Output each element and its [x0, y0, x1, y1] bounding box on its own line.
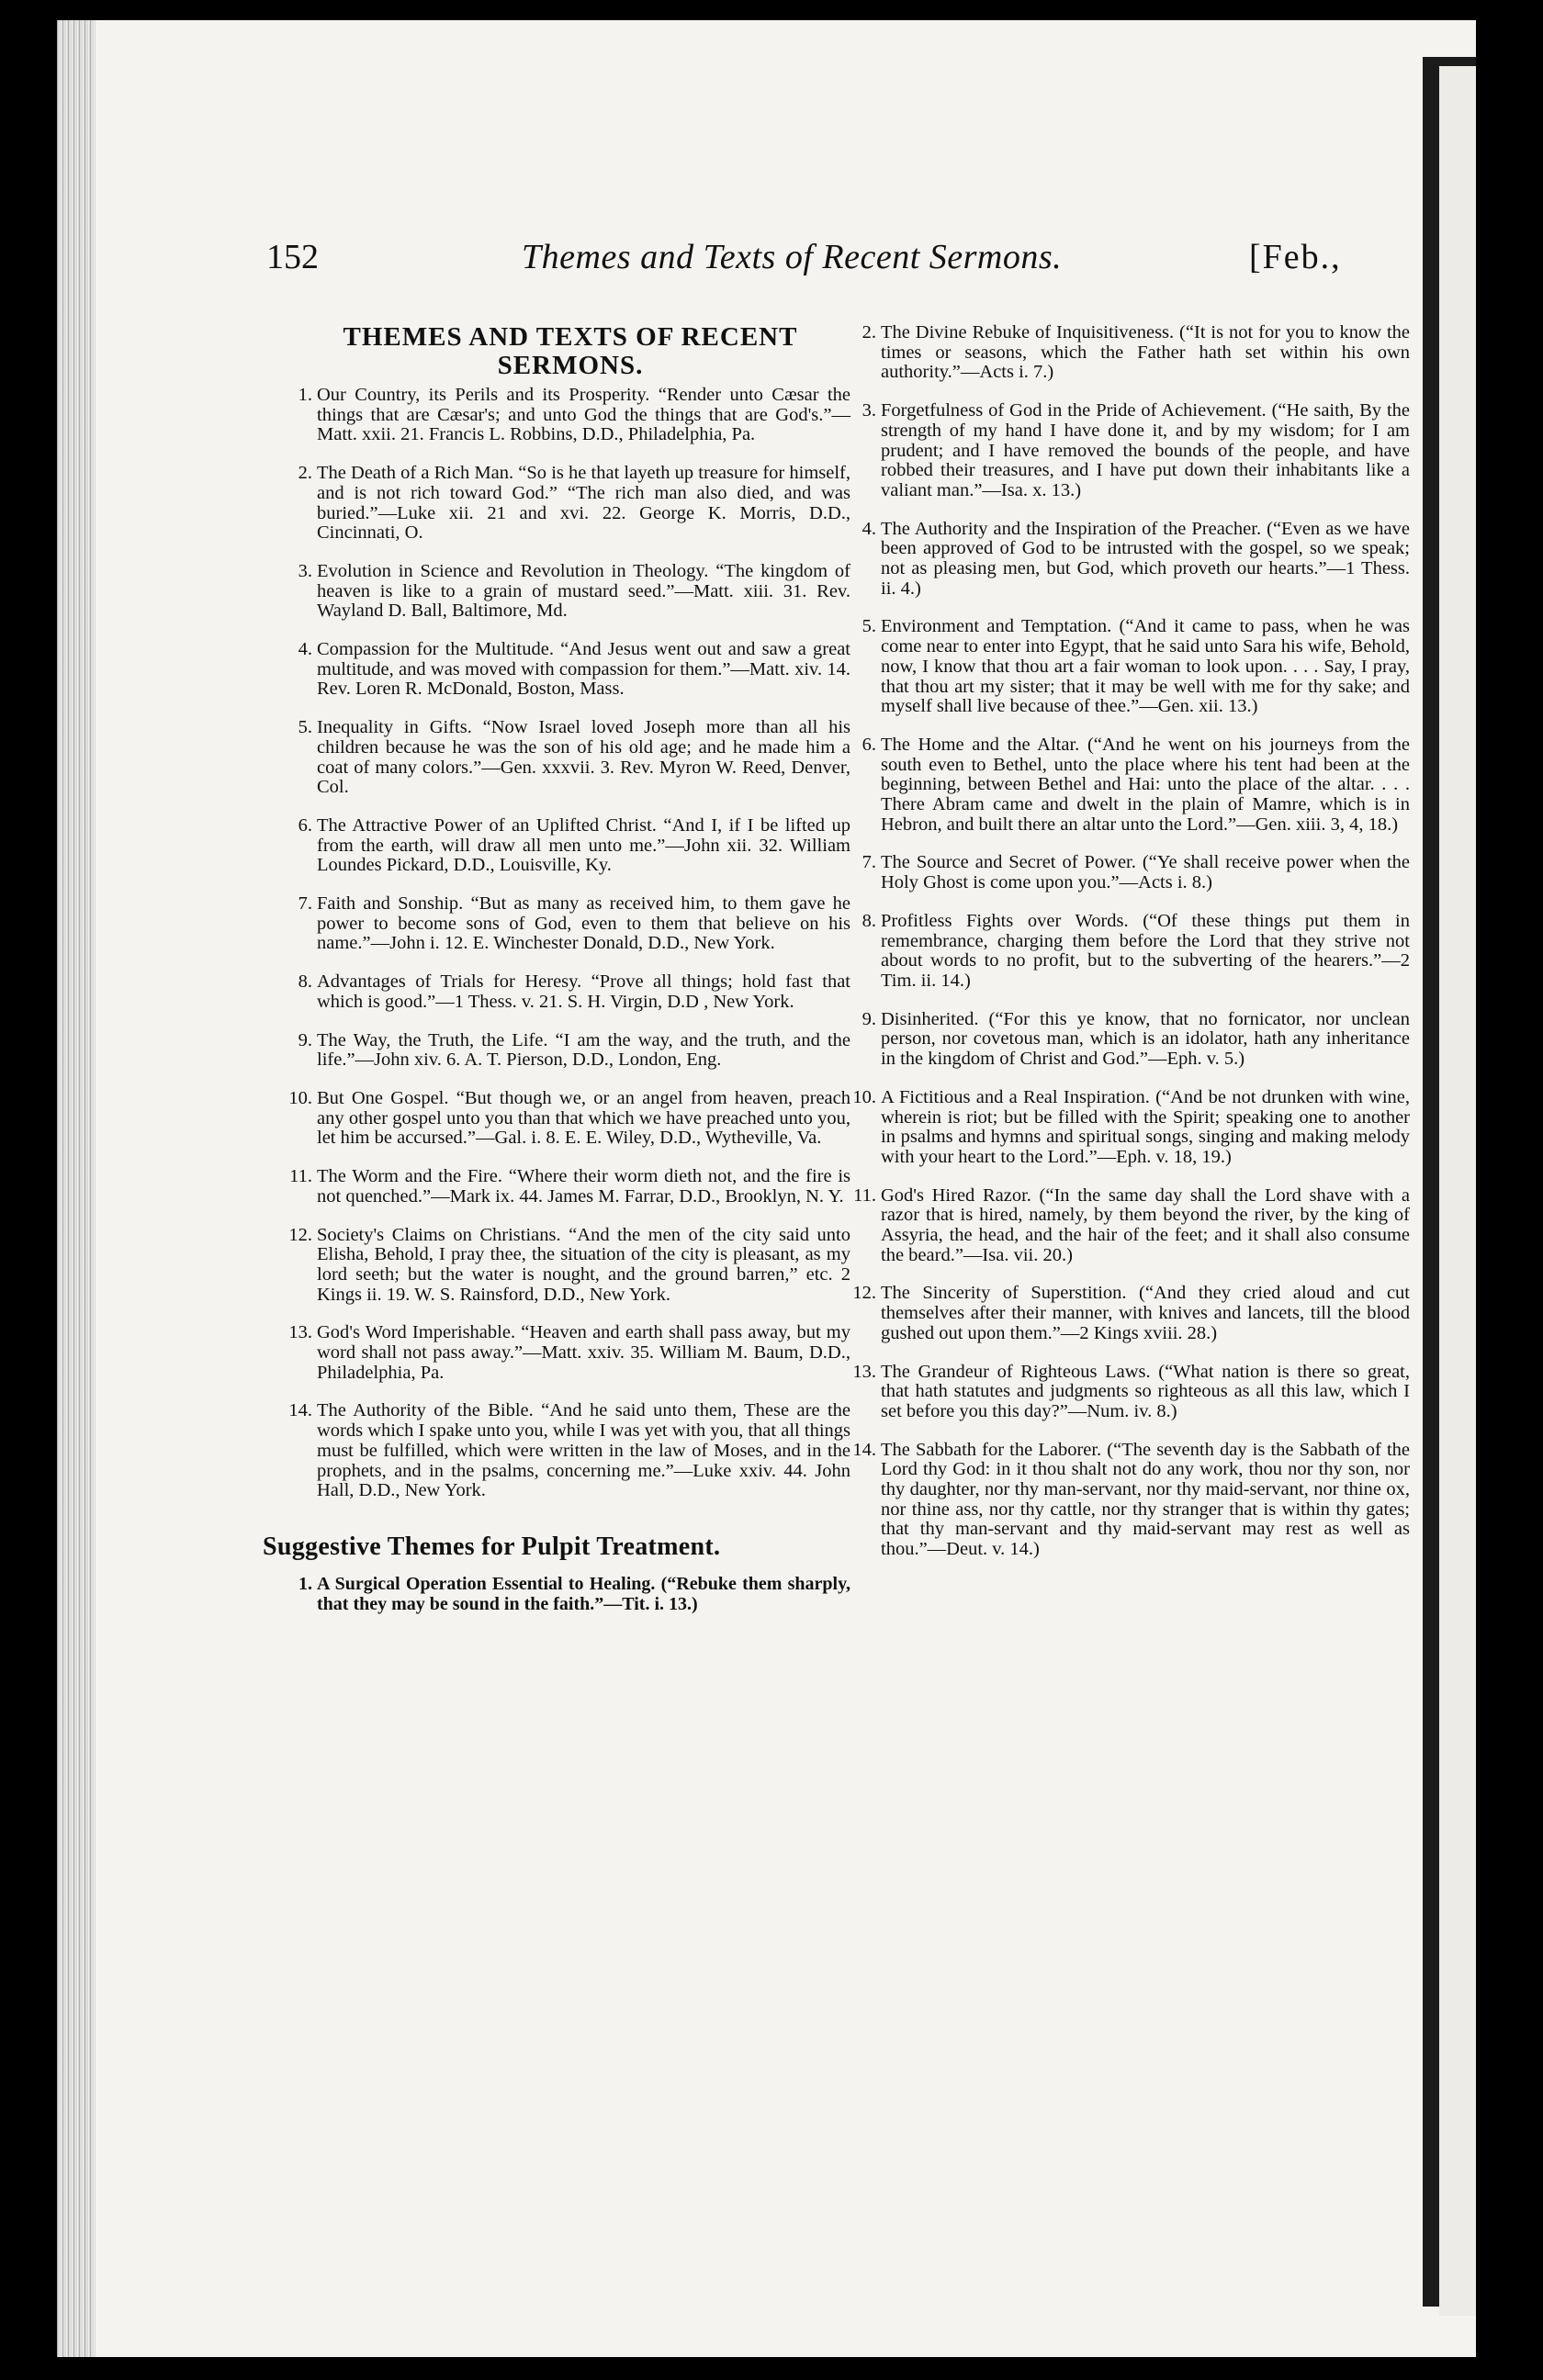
item-text: God's Word Imperishable. “Heaven and earth shall pass away, but my word shall not pass away.”—Matt. xxiv. 35. William M. Baum, D.D., Philadelphia, Pa.: [317, 1322, 850, 1383]
page-edges: [57, 20, 96, 2357]
item-text: Faith and Sonship. “But as many as received him, to them gave he power to become sons of God, even to them that believe on his name.”—John i. 12. E. Winchester Donald, D.D., New York.: [317, 893, 850, 954]
running-title: Themes and Texts of Recent Sermons.: [522, 238, 1063, 276]
item-text: The Home and the Altar. (“And he went on his journeys from the south even to Bethel, unto the place where his tent had been at the beginning, between Bethel and Hai: unto the place of the altar. . . . There Abram came and dwelt in the plain of Mamre, which is in Hebron, and built there an altar unto the Lord.”—Gen. xiii. 3, 4, 18.): [881, 734, 1410, 835]
item-number: 14.: [852, 1439, 876, 1460]
left-sermon-list: [263, 386, 850, 1501]
sermon-entry: [263, 972, 850, 1012]
suggestive-entry: [827, 1186, 1410, 1266]
item-number: 13.: [852, 1361, 876, 1382]
item-text: The Death of a Rich Man. “So is he that layeth up treasure for himself, and is not rich toward God.” “The rich man also died, and was buried.”—Luke xii. 21 and xvi. 22. George K. Morris, D.D., Cincinnati, O.: [317, 463, 850, 544]
suggestive-entry: [827, 1088, 1410, 1168]
running-header: [266, 237, 1451, 292]
item-text: Forgetfulness of God in the Pride of Achievement. (“He saith, By the strength of my hand I have done it, and by my wisdom; for I am prudent; and I have removed the bounds of the people, and have robbed their treasures, and I have put down their inhabitants like a valiant man.”—Isa. x. 13.): [881, 400, 1410, 500]
item-number: 3.: [862, 400, 876, 421]
item-text: The Authority of the Bible. “And he said unto them, These are the words which I spake unto you, while I was yet with you, that all things must be fulfilled, which were written in the law of Moses, and in the prophets, and in the psalms, concerning me.”—Luke xxiv. 44. John Hall, D.D., New York.: [317, 1400, 850, 1501]
item-number: 9.: [298, 1029, 312, 1050]
item-number: 5.: [298, 717, 312, 738]
sermon-entry: [263, 718, 850, 798]
item-number: 12.: [288, 1224, 312, 1245]
item-text: Evolution in Science and Revolution in Theology. “The kingdom of heaven is like to a grain of mustard seed.”—Matt. xiii. 31. Rev. Wayland D. Ball, Baltimore, Md.: [317, 560, 850, 622]
item-text: The Way, the Truth, the Life. “I am the way, and the truth, and the life.”—John xiv. 6. A. T. Pierson, D.D., London, Eng.: [317, 1029, 850, 1071]
page-number: 152: [266, 238, 319, 276]
item-number: 13.: [288, 1322, 312, 1343]
item-text: The Divine Rebuke of Inquisitiveness. (“It is not for you to know the times or seasons, which the Father hath set within his own authority.”—Acts i. 7.): [881, 322, 1410, 383]
item-number: 7.: [862, 852, 876, 873]
item-number: 9.: [862, 1008, 876, 1029]
item-text: Society's Claims on Christians. “And the men of the city said unto Elisha, Behold, I pray thee, the situation of the city is pleasant, as my lord seeth; but the water is nought, and the ground barren,” etc. 2 Kings ii. 19. W. S. Rainsford, D.D., New York.: [317, 1224, 850, 1305]
sermon-entry: [263, 640, 850, 700]
suggestive-theme-list: [263, 1575, 850, 1614]
item-text: The Authority and the Inspiration of the Preacher. (“Even as we have been approved of God to be intrusted with the gospel, so we speak; not as pleasing men, but God, which proveth our hearts.”—1 Thess. ii. 4.): [881, 518, 1410, 599]
item-text: The Source and Secret of Power. (“Ye shall receive power when the Holy Ghost is come upon you.”—Acts i. 8.): [881, 852, 1410, 893]
sermon-entry: [263, 1031, 850, 1071]
section-title: THEMES AND TEXTS OF RECENT SERMONS.: [343, 322, 798, 380]
suggestive-entry: [827, 1363, 1410, 1422]
sermon-entry: [263, 1226, 850, 1306]
item-number: 12.: [852, 1283, 876, 1304]
item-number: 8.: [298, 971, 312, 993]
item-text: The Grandeur of Righteous Laws. (“What nation is there so great, that hath statutes and judgments so righteous as all this law, which I set before you this day?”—Num. iv. 8.): [881, 1361, 1410, 1421]
sermon-entry: [263, 894, 850, 954]
item-text: A Surgical Operation Essential to Healing. (“Rebuke them sharply, that they may be sound in the faith.”—Tit. i. 13.): [317, 1573, 850, 1614]
left-column: [263, 323, 850, 1633]
item-text: Compassion for the Multitude. “And Jesus went out and saw a great multitude, and was moved with compassion for them.”—Matt. xiv. 14. Rev. Loren R. McDonald, Boston, Mass.: [317, 639, 850, 700]
suggestive-entry: [827, 1441, 1410, 1560]
item-number: 6.: [862, 734, 876, 755]
item-text: The Attractive Power of an Uplifted Christ. “And I, if I be lifted up from the earth, will draw all men unto me.”—John xii. 32. William Loundes Pickard, D.D., Louisville, Ky.: [317, 814, 850, 876]
item-number: 2.: [862, 322, 876, 342]
item-text: But One Gospel. “But though we, or an angel from heaven, preach any other gospel unto you than that which we have preached unto you, let him be accursed.”—Gal. i. 8. E. E. Wiley, D.D., Wytheville, Va.: [317, 1087, 850, 1149]
right-column: [827, 323, 1410, 1578]
item-number: 7.: [298, 893, 312, 915]
item-number: 5.: [862, 616, 876, 637]
suggestive-entry: [827, 401, 1410, 501]
suggestive-entry: [827, 1010, 1410, 1070]
suggestive-entry: [827, 1284, 1410, 1343]
sermon-entry: [263, 1089, 850, 1149]
suggestive-entry: [263, 1575, 850, 1614]
item-text: The Sabbath for the Laborer. (“The seventh day is the Sabbath of the Lord thy God: in it thou shalt not do any work, thou nor thy son, nor thy daughter, nor thy man-servant, nor thy maid-servant, nor thine ox, nor thine ass, nor thy cattle, nor thy stranger that is within thy gates; that thy man-servant and thy maid-servant may rest as well as thou.”—Deut. v. 14.): [881, 1439, 1410, 1560]
item-number: 1.: [298, 1573, 312, 1594]
suggestive-entry: [827, 853, 1410, 892]
sermon-entry: [263, 816, 850, 876]
suggestive-entry: [827, 912, 1410, 992]
suggestive-section-title: Suggestive Themes for Pulpit Treatment.: [263, 1532, 721, 1561]
header-month: [Feb.,: [1249, 238, 1342, 276]
item-number: 10.: [852, 1086, 876, 1107]
right-theme-list: [827, 323, 1410, 1560]
item-text: Profitless Fights over Words. (“Of these things put them in remembrance, charging them before the Lord that they strive not about words to no profit, but to the subverting of the hearers.”—2 Tim. ii. 14.): [881, 910, 1410, 991]
item-number: 6.: [298, 814, 312, 836]
item-text: A Fictitious and a Real Inspiration. (“And be not drunken with wine, wherein is riot; but be filled with the Spirit; speaking one to another in psalms and hymns and spiritual songs, singing and making melody with your heart to the Lord.”—Eph. v. 18, 19.): [881, 1086, 1410, 1167]
item-text: The Sincerity of Superstition. (“And they cried aloud and cut themselves after their manner, with knives and lancets, till the blood gushed out upon them.”—2 Kings xviii. 28.): [881, 1283, 1410, 1343]
item-number: 11.: [853, 1184, 876, 1206]
suggestive-entry: [827, 520, 1410, 600]
item-number: 4.: [298, 639, 312, 660]
sermon-entry: [263, 386, 850, 445]
item-text: Our Country, its Perils and its Prosperity. “Render unto Cæsar the things that are Cæsar's; and unto God the things that are God's.”—Matt. xxii. 21. Francis L. Robbins, D.D., Philadelphia, Pa.: [317, 385, 850, 445]
item-number: 2.: [298, 463, 312, 484]
item-text: God's Hired Razor. (“In the same day shall the Lord shave with a razor that is hired, namely, by them beyond the river, by the king of Assyria, the head, and the hair of the feet; and it shall also consume the beard.”—Isa. vii. 20.): [881, 1184, 1410, 1265]
item-number: 11.: [289, 1166, 312, 1187]
suggestive-entry: [827, 323, 1410, 383]
item-text: Environment and Temptation. (“And it came to pass, when he was come near to enter into Egypt, that he said unto Sara his wife, Behold, now, I know that thou art a fair woman to look upon. . . . Say, I pray, that thou art my sister; that it may be well with me for thy sake; and myself shall live because of thee.”—Gen. xii. 13.): [881, 616, 1410, 717]
book-page: [57, 20, 1476, 2357]
item-number: 4.: [862, 518, 876, 539]
sermon-entry: [263, 562, 850, 622]
item-text: Advantages of Trials for Heresy. “Prove all things; hold fast that which is good.”—1 Thess. v. 21. S. H. Virgin, D.D , New York.: [317, 971, 850, 1012]
item-number: 1.: [298, 385, 312, 405]
sermon-entry: [263, 1323, 850, 1383]
suggestive-entry: [827, 735, 1410, 836]
suggestive-entry: [827, 617, 1410, 717]
item-text: The Worm and the Fire. “Where their worm dieth not, and the fire is not quenched.”—Mark ix. 44. James M. Farrar, D.D., Brooklyn, N. Y.: [317, 1166, 850, 1207]
item-text: Inequality in Gifts. “Now Israel loved Joseph more than all his children because he was the son of his old age; and he made him a coat of many colors.”—Gen. xxxvii. 3. Rev. Myron W. Reed, Denver, Col.: [317, 717, 850, 798]
item-text: Disinherited. (“For this ye know, that no fornicator, nor unclean person, nor covetous man, which is an idolator, hath any inheritance in the kingdom of Christ and God.”—Eph. v. 5.): [881, 1008, 1410, 1070]
item-number: 10.: [288, 1087, 312, 1108]
item-number: 3.: [298, 560, 312, 581]
adjacent-page-edge: [1423, 57, 1476, 2307]
item-number: 8.: [862, 910, 876, 931]
sermon-entry: [263, 464, 850, 544]
sermon-entry: [263, 1401, 850, 1501]
sermon-entry: [263, 1167, 850, 1207]
item-number: 14.: [288, 1400, 312, 1421]
